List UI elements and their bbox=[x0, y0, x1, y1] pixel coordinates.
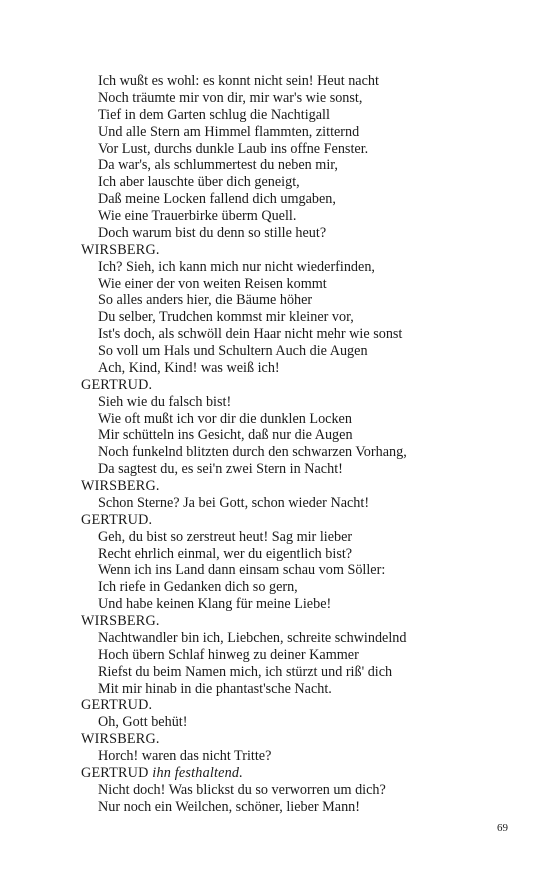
verse-line bbox=[81, 276, 521, 293]
verse-text: Noch träumte mir von dir, mir war's wie sonst, bbox=[98, 89, 363, 106]
verse-text: Da sagtest du, es sei'n zwei Stern in Nacht! bbox=[98, 461, 343, 478]
verse-text: Ach, Kind, Kind! was weiß ich! bbox=[98, 359, 280, 376]
verse-line bbox=[81, 782, 521, 799]
verse-line bbox=[81, 292, 521, 309]
verse-text: Und alle Stern am Himmel flammten, zitternd bbox=[98, 123, 360, 140]
speaker-line bbox=[81, 765, 521, 782]
speaker-name: WIRSBERG. bbox=[81, 478, 160, 494]
speaker-line bbox=[81, 731, 521, 748]
verse-line bbox=[81, 714, 521, 731]
verse-line bbox=[81, 799, 521, 816]
speaker-name: GERTRUD. bbox=[81, 511, 153, 528]
verse-text: Daß meine Locken fallend dich umgaben, bbox=[98, 191, 336, 208]
speaker-name: GERTRUD. bbox=[81, 376, 153, 393]
verse-line bbox=[81, 90, 521, 107]
verse-text: Ich? Sieh, ich kann mich nur nicht wiederfinden, bbox=[98, 258, 375, 275]
verse-line bbox=[81, 647, 521, 664]
verse-line bbox=[81, 664, 521, 681]
verse-line bbox=[81, 495, 521, 512]
verse-text: Noch funkelnd blitzten durch den schwarzen Vorhang, bbox=[98, 444, 407, 461]
verse-text: Ich aber lauschte über dich geneigt, bbox=[98, 174, 300, 191]
verse-line bbox=[81, 562, 521, 579]
verse-text: Du selber, Trudchen kommst mir kleiner vor, bbox=[98, 309, 354, 326]
verse-text: Wie oft mußt ich vor dir die dunklen Locken bbox=[98, 410, 352, 427]
speaker-line bbox=[81, 613, 521, 630]
verse-line bbox=[81, 157, 521, 174]
verse-text: Da war's, als schlummertest du neben mir, bbox=[98, 157, 338, 174]
verse-line bbox=[81, 461, 521, 478]
verse-line bbox=[81, 596, 521, 613]
verse-line bbox=[81, 73, 521, 90]
speaker-line bbox=[81, 512, 521, 529]
verse-line bbox=[81, 141, 521, 158]
speaker-line bbox=[81, 697, 521, 714]
speaker-line bbox=[81, 242, 521, 259]
speaker-line bbox=[81, 377, 521, 394]
verse-line bbox=[81, 427, 521, 444]
verse-line bbox=[81, 124, 521, 141]
verse-text: Mir schütteln ins Gesicht, daß nur die Augen bbox=[98, 427, 353, 444]
page-number: 69 bbox=[497, 822, 508, 834]
verse-text: Sieh wie du falsch bist! bbox=[98, 393, 232, 410]
verse-text: Nur noch ein Weilchen, schöner, lieber Mann! bbox=[98, 798, 360, 815]
verse-text: Wie einer der von weiten Reisen kommt bbox=[98, 275, 327, 292]
speaker-line bbox=[81, 478, 521, 495]
verse-line bbox=[81, 394, 521, 411]
speaker-name: WIRSBERG. bbox=[81, 241, 160, 258]
verse-text: Ich riefe in Gedanken dich so gern, bbox=[98, 579, 298, 596]
verse-text: Geh, du bist so zerstreut heut! Sag mir lieber bbox=[98, 528, 353, 545]
stage-direction: ihn festhaltend. bbox=[152, 764, 243, 781]
verse-text: Doch warum bist du denn so stille heut? bbox=[98, 224, 327, 241]
verse-line bbox=[81, 191, 521, 208]
verse-text: Wenn ich ins Land dann einsam schau vom Söller: bbox=[98, 562, 386, 579]
verse-line bbox=[81, 411, 521, 428]
verse-line bbox=[81, 630, 521, 647]
verse-line bbox=[81, 208, 521, 225]
verse-text: Vor Lust, durchs dunkle Laub ins offne Fenster. bbox=[98, 140, 369, 157]
verse-line bbox=[81, 529, 521, 546]
verse-text: Ich wußt es wohl: es konnt nicht sein! Heut nacht bbox=[98, 73, 379, 89]
verse-line bbox=[81, 360, 521, 377]
verse-line bbox=[81, 343, 521, 360]
verse-text: Riefst du beim Namen mich, ich stürzt und riß' dich bbox=[98, 663, 393, 680]
verse-text: Hoch übern Schlaf hinweg zu deiner Kammer bbox=[98, 646, 359, 663]
speaker-name: WIRSBERG. bbox=[81, 613, 160, 629]
verse-line bbox=[81, 225, 521, 242]
verse-text: Tief in dem Garten schlug die Nachtigall bbox=[98, 106, 330, 123]
speaker-name: GERTRUD. bbox=[81, 697, 153, 714]
verse-text: Mit mir hinab in die phantast'sche Nacht. bbox=[98, 680, 332, 697]
verse-text: Nachtwandler bin ich, Liebchen, schreite schwindelnd bbox=[98, 629, 407, 646]
verse-text: Recht ehrlich einmal, wer du eigentlich bist? bbox=[98, 545, 353, 562]
verse-text: Oh, Gott behüt! bbox=[98, 714, 188, 731]
drama-text bbox=[81, 73, 521, 816]
verse-line bbox=[81, 259, 521, 276]
verse-line bbox=[81, 546, 521, 563]
verse-text: Nicht doch! Was blickst du so verworren um dich? bbox=[98, 781, 386, 798]
verse-line bbox=[81, 444, 521, 461]
verse-text: Und habe keinen Klang für meine Liebe! bbox=[98, 596, 332, 613]
verse-line bbox=[81, 681, 521, 698]
verse-line bbox=[81, 309, 521, 326]
verse-line bbox=[81, 579, 521, 596]
verse-text: Horch! waren das nicht Tritte? bbox=[98, 748, 272, 764]
verse-text: So voll um Hals und Schultern Auch die Augen bbox=[98, 343, 368, 359]
verse-text: Schon Sterne? Ja bei Gott, schon wieder Nacht! bbox=[98, 494, 370, 511]
verse-line bbox=[81, 174, 521, 191]
verse-text: Ist's doch, als schwöll dein Haar nicht mehr wie sonst bbox=[98, 326, 403, 343]
verse-text: So alles anders hier, die Bäume höher bbox=[98, 292, 313, 309]
speaker-name: WIRSBERG. bbox=[81, 731, 160, 748]
verse-line bbox=[81, 107, 521, 124]
verse-text: Wie eine Trauerbirke überm Quell. bbox=[98, 208, 297, 224]
verse-line bbox=[81, 748, 521, 765]
verse-line bbox=[81, 326, 521, 343]
speaker-name: GERTRUD bbox=[81, 764, 149, 781]
